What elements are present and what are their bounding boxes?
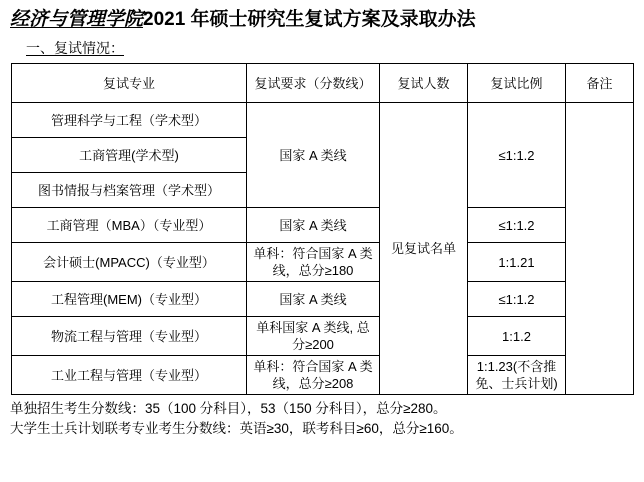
cell-requirement: 单科：符合国家 A 类线，总分≥208 — [247, 356, 380, 395]
table-row — [12, 356, 634, 395]
cell-major: 管理科学与工程（学术型） — [12, 103, 247, 138]
cell-ratio: 1:1.21 — [468, 243, 566, 282]
cell-major: 工程管理(MEM)（专业型） — [12, 282, 247, 317]
page-title-school: 经济与管理学院 — [10, 8, 144, 30]
notes-block — [10, 399, 634, 439]
column-header-count: 复试人数 — [380, 64, 468, 103]
cell-major: 工商管理（MBA）（专业型） — [12, 208, 247, 243]
cell-remark-merged — [566, 103, 634, 395]
cell-major: 工商管理(学术型) — [12, 138, 247, 173]
table-header-row — [12, 64, 634, 103]
cell-requirement-merged: 国家 A 类线 — [247, 103, 380, 208]
cell-count-merged: 见复试名单 — [380, 103, 468, 395]
table-row — [12, 243, 634, 282]
cell-requirement: 单科：符合国家 A 类线，总分≥180 — [247, 243, 380, 282]
section-heading: 一、复试情况： — [26, 40, 124, 56]
column-header-major: 复试专业 — [12, 64, 247, 103]
cell-major: 会计硕士(MPACC)（专业型） — [12, 243, 247, 282]
cell-ratio: ≤1:1.2 — [468, 208, 566, 243]
cell-ratio: 1:1.2 — [468, 317, 566, 356]
column-header-requirement: 复试要求（分数线） — [247, 64, 380, 103]
table-row — [12, 103, 634, 138]
cell-requirement: 国家 A 类线 — [247, 282, 380, 317]
cell-ratio: 1:1.23(不含推免、士兵计划) — [468, 356, 566, 395]
note-line-1: 单独招生考生分数线：35（100 分科目），53（150 分科目），总分≥280。 — [10, 401, 447, 416]
cell-requirement: 单科国家 A 类线, 总分≥200 — [247, 317, 380, 356]
column-header-ratio: 复试比例 — [468, 64, 566, 103]
admission-table — [11, 63, 634, 395]
table-row — [12, 208, 634, 243]
cell-ratio: ≤1:1.2 — [468, 282, 566, 317]
table-row — [12, 317, 634, 356]
table-row — [12, 282, 634, 317]
column-header-remark: 备注 — [566, 64, 634, 103]
cell-major: 物流工程与管理（专业型） — [12, 317, 247, 356]
cell-major: 工业工程与管理（专业型） — [12, 356, 247, 395]
page-title — [10, 6, 634, 33]
cell-major: 图书情报与档案管理（学术型） — [12, 173, 247, 208]
note-line-2: 大学生士兵计划联考专业考生分数线：英语≥30，联考科目≥60，总分≥160。 — [10, 421, 463, 436]
cell-requirement: 国家 A 类线 — [247, 208, 380, 243]
cell-ratio-merged: ≤1:1.2 — [468, 103, 566, 208]
page-title-subject: 2021 年硕士研究生复试方案及录取办法 — [143, 9, 476, 30]
